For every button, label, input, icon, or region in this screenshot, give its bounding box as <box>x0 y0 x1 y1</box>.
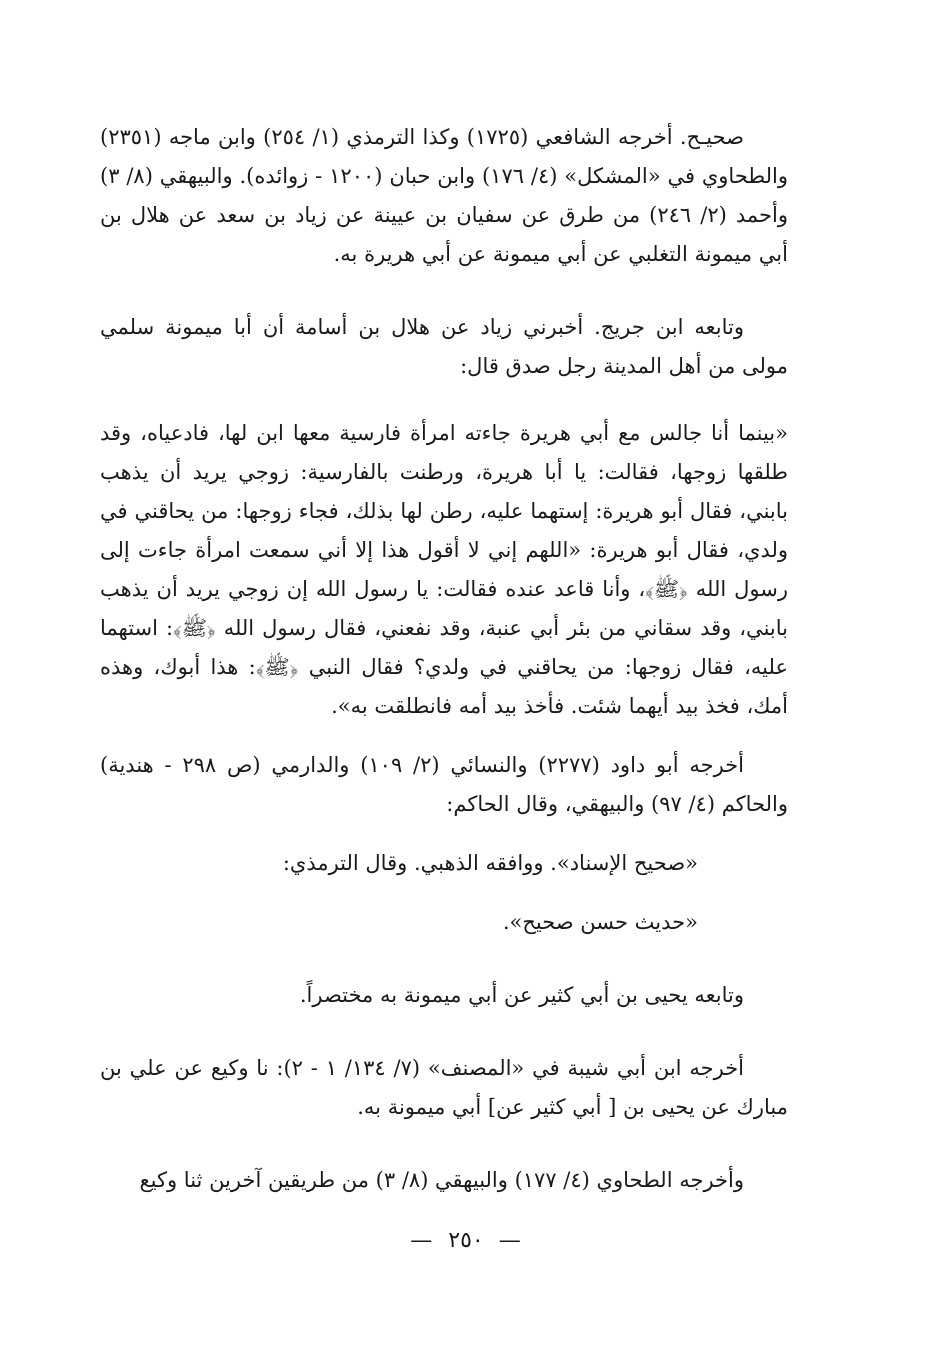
spacer <box>100 1127 788 1161</box>
page-number-footer <box>0 1228 932 1253</box>
spacer <box>100 942 788 976</box>
spacer <box>100 274 788 308</box>
spacer <box>100 1015 788 1049</box>
spacer <box>100 386 788 414</box>
paragraph-takhrij-sahih: صحيـح. أخرجه الشافعي (١٧٢٥) وكذا الترمذي (١/ ٢٥٤) وابن ماجه (٢٣٥١) والطحاوي في «المشكل» (٤/ ١٧٦) وابن حبان (١٢٠٠ - زوائده). والبيهقي (٨/ ٣) وأحمد (٢/ ٢٤٦) من طرق عن سفيان بن عيينة عن زياد بن سعد عن هلال بن أبي ميمونة التغلبي عن أبي ميمونة عن أبي هريرة به. <box>100 125 788 266</box>
paragraph-hadith-text: «بينما أنا جالس مع أبي هريرة جاءته امرأة فارسية معها ابن لها، فادعياه، وقد طلقها زوجها، فقالت: يا أبا هريرة، ورطنت بالفارسية: زوجي يريد أن يذهب بابني، فقال أبو هريرة: إستهما عليه، رطن لها بذلك، فجاء زوجها: من يحاقني في ولدي، فقال أبو هريرة: «اللهم إني لا أقول هذا إلا أني سمعت امرأة جاءت إلى رسول الله ﴿ﷺ﴾، وأنا قاعد عنده فقالت: يا رسول الله إن زوجي يريد أن يذهب بابني، وقد سقاني من بئر أبي عنبة، وقد نفعني، فقال رسول الله ﴿ﷺ﴾: استهما عليه، فقال زوجها: من يحاقني في ولدي؟ فقال النبي ﴿ﷺ﴾: هذا أبوك، وهذه أمك، فخذ بيد أيهما شئت. فأخذ بيد أمه فانطلقت به». <box>100 421 788 718</box>
spacer <box>100 824 788 844</box>
spacer <box>100 726 788 746</box>
paragraph-abu-dawud: أخرجه أبو داود (٢٢٧٧) والنسائي (٢/ ١٠٩) والدارمي (ص ٢٩٨ - هندية) والحاكم (٤/ ٩٧) والبيهقي، وقال الحاكم: <box>100 753 788 816</box>
page-body <box>100 118 788 1200</box>
quote-hasan-sahih: «حديث حسن صحيح». <box>502 910 698 934</box>
paragraph-tahawi: وأخرجه الطحاوي (٤/ ١٧٧) والبيهقي (٨/ ٣) من طريقين آخرين ثنا وكيع <box>139 1168 744 1192</box>
paragraph-ibn-abi-shaybah: أخرجه ابن أبي شيبة في «المصنف» (٧/ ١٣٤/ ١ - ٢): نا وكيع عن علي بن مبارك عن يحيى بن [ أبي كثير عن] أبي ميمونة به. <box>100 1056 788 1119</box>
footer-dash-left: — <box>410 1228 434 1253</box>
paragraph-ibn-jurayj: وتابعه ابن جريج. أخبرني زياد عن هلال بن أسامة أن أبا ميمونة سلمي مولى من أهل المدينة رجل صدق قال: <box>100 315 788 378</box>
spacer <box>100 883 788 903</box>
quote-sahih-isnad: «صحيح الإسناد». ووافقه الذهبي. وقال الترمذي: <box>282 851 698 875</box>
page-number: ٢٥٠ <box>448 1228 484 1253</box>
paragraph-yahya-ibn-abi-kathir: وتابعه يحيى بن أبي كثير عن أبي ميمونة به مختصراً. <box>299 983 744 1007</box>
footer-dash-right: — <box>498 1228 522 1253</box>
